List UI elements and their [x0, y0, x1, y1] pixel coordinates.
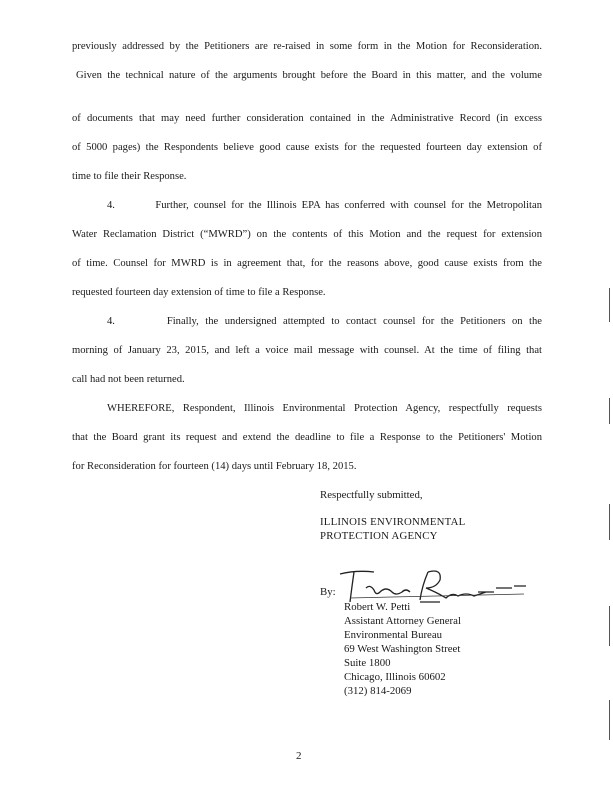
paragraph-line: of time. Counsel for MWRD is in agreement that, for the reasons above, good cause exists from the	[72, 258, 542, 269]
closing-text: Respectfully submitted,	[320, 489, 423, 501]
scan-edge-mark	[609, 606, 610, 646]
paragraph-line: of 5000 pages) the Respondents believe good cause exists for the requested fourteen day extension of	[72, 142, 542, 153]
paragraph-line: previously addressed by the Petitioners are re-raised in some form in the Motion for Reconsideration.	[72, 41, 542, 52]
agency-name-line1: ILLINOIS ENVIRONMENTAL	[320, 516, 466, 528]
bureau-name: Environmental Bureau	[344, 629, 443, 641]
paragraph-line: WHEREFORE, Respondent, Illinois Environmental Protection Agency, respectfully requests	[107, 403, 542, 414]
by-label: By:	[320, 586, 336, 598]
paragraph-line: morning of January 23, 2015, and left a voice mail message with counsel. At the time of filing that	[72, 345, 542, 356]
paragraph-line: Given the technical nature of the arguments brought before the Board in this matter, and the volume	[76, 70, 542, 81]
phone-number: (312) 814-2069	[344, 685, 412, 697]
scan-edge-mark	[609, 398, 610, 424]
scan-edge-mark	[609, 288, 610, 322]
address-city: Chicago, Illinois 60602	[344, 671, 446, 683]
paragraph-line: call had not been returned.	[72, 374, 185, 385]
address-suite: Suite 1800	[344, 657, 391, 669]
paragraph-line: requested fourteen day extension of time to file a Response.	[72, 287, 326, 298]
paragraph-line: time to file their Response.	[72, 171, 187, 182]
paragraph-line: 4. Finally, the undersigned attempted to contact counsel for the Petitioners on the	[107, 316, 542, 327]
paragraph-line: Water Reclamation District (“MWRD”) on the contents of this Motion and the request for extension	[72, 229, 542, 240]
paragraph-line: of documents that may need further consideration contained in the Administrative Record (in excess	[72, 113, 542, 124]
paragraph-line: for Reconsideration for fourteen (14) days until February 18, 2015.	[72, 461, 357, 472]
page-number: 2	[296, 750, 302, 762]
scan-edge-mark	[609, 700, 610, 740]
address-street: 69 West Washington Street	[344, 643, 461, 655]
paragraph-line: 4. Further, counsel for the Illinois EPA has conferred with counsel for the Metropolitan	[107, 200, 542, 211]
scan-edge-mark	[609, 504, 610, 540]
attorney-title: Assistant Attorney General	[344, 615, 461, 627]
attorney-name: Robert W. Petti	[344, 601, 411, 613]
paragraph-line: that the Board grant its request and extend the deadline to file a Response to the Petitioners' Motion	[72, 432, 542, 443]
agency-name-line2: PROTECTION AGENCY	[320, 530, 438, 542]
